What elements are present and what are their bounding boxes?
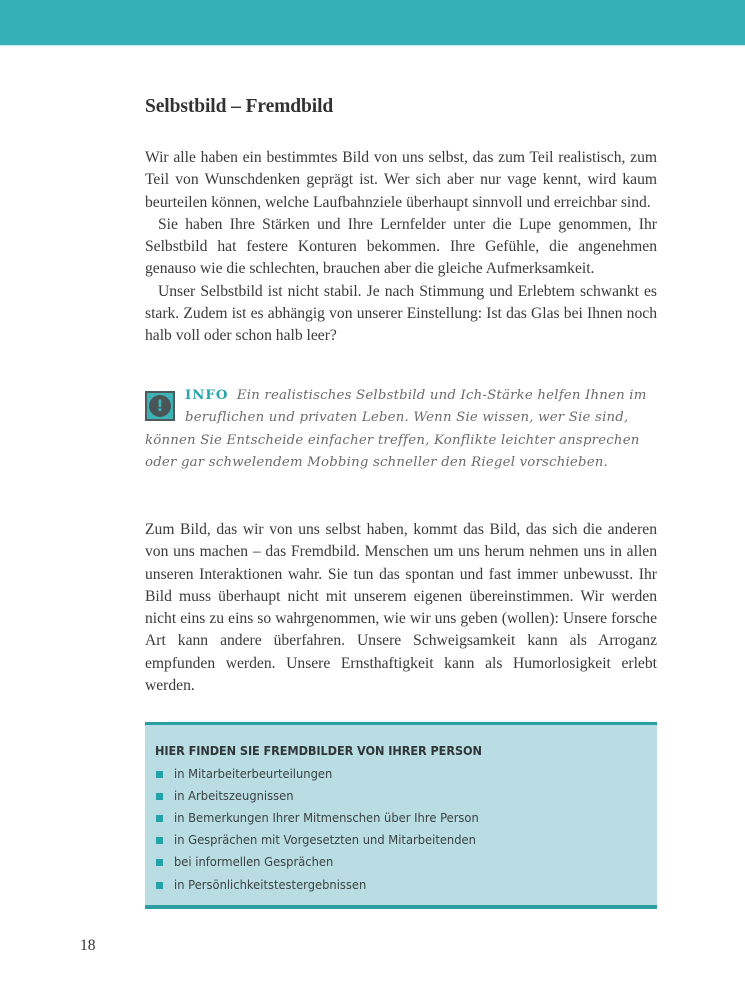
page-title: Selbstbild – Fremdbild: [145, 96, 334, 117]
list-item: in Bemerkungen Ihrer Mitmenschen über Ihre Person: [155, 807, 647, 829]
paragraph: Wir alle haben ein bestimmtes Bild von uns selbst, das zum Teil realistisch, zum Teil von Wunschdenken geprägt ist. Wer sich aber nur vage kennt, wird kaum beurteilen können, welche Laufbahnziele überhaupt sinnvoll und erreichbar sind.: [145, 149, 657, 211]
info-text: Ein realistisches Selbstbild und Ich-Stärke helfen Ihnen im beruflichen und privaten Leben. Wenn Sie wissen, wer Sie sind, können Sie Entscheide einfacher treffen, Konflikte leichter ansprechen oder gar schwelendem Mobbing schneller den Riegel vorschieben.: [145, 388, 647, 470]
list-item: in Mitarbeiterbeurteilungen: [155, 763, 647, 785]
info-label: INFO: [185, 388, 229, 403]
fact-list: [155, 763, 647, 896]
square-bullet-icon: [156, 771, 163, 778]
fremdbild-sources-box: [145, 722, 657, 909]
square-bullet-icon: [156, 815, 163, 822]
square-bullet-icon: [156, 859, 163, 866]
exclamation-glyph: !: [149, 395, 171, 417]
fact-box-title: HIER FINDEN SIE FREMDBILDER VON IHRER PERSON: [155, 744, 482, 758]
paragraph: Sie haben Ihre Stärken und Ihre Lernfelder unter die Lupe genommen, Ihr Selbstbild hat festere Konturen bekommen. Ihre Gefühle, die angenehmen genauso wie die schlechten, brauchen aber die gleiche Aufmerksamkeit.: [145, 215, 657, 278]
fremdbild-section: [145, 519, 657, 697]
list-item: bei informellen Gesprächen: [155, 852, 647, 874]
paragraph: Unser Selbstbild ist nicht stabil. Je nach Stimmung und Erlebtem schwankt es stark. Zudem ist es abhängig von unserer Einstellung: Ist das Glas bei Ihnen noch halb voll oder schon halb leer?: [145, 282, 657, 345]
intro-section: [145, 147, 657, 348]
header-band: [0, 0, 745, 46]
list-item: in Arbeitszeugnissen: [155, 785, 647, 807]
paragraph: Zum Bild, das wir von uns selbst haben, kommt das Bild, das sich die anderen von uns machen – das Fremdbild. Menschen um uns herum nehmen uns in allen unseren Interaktionen wahr. Sie tun das spontan und fast immer unbewusst. Ihr Bild muss überhaupt nicht mit unserem eigenen übereinstimmen. Wir werden nicht eins zu eins so wahrgenommen, wie wir uns geben (wollen): Unsere forsche Art kann andere überfahren. Unsere Schweigsamkeit kann als Arroganz empfunden werden. Unsere Ernsthaftigkeit kann als Humorlosigkeit erlebt werden.: [145, 521, 657, 695]
list-item: in Persönlichkeitstestergebnissen: [155, 874, 647, 896]
square-bullet-icon: [156, 837, 163, 844]
list-item: in Gesprächen mit Vorgesetzten und Mitarbeitenden: [155, 830, 647, 852]
page-number: 18: [80, 937, 96, 954]
square-bullet-icon: [156, 882, 163, 889]
square-bullet-icon: [156, 793, 163, 800]
exclamation-icon: [145, 391, 175, 421]
info-callout: [145, 385, 657, 474]
